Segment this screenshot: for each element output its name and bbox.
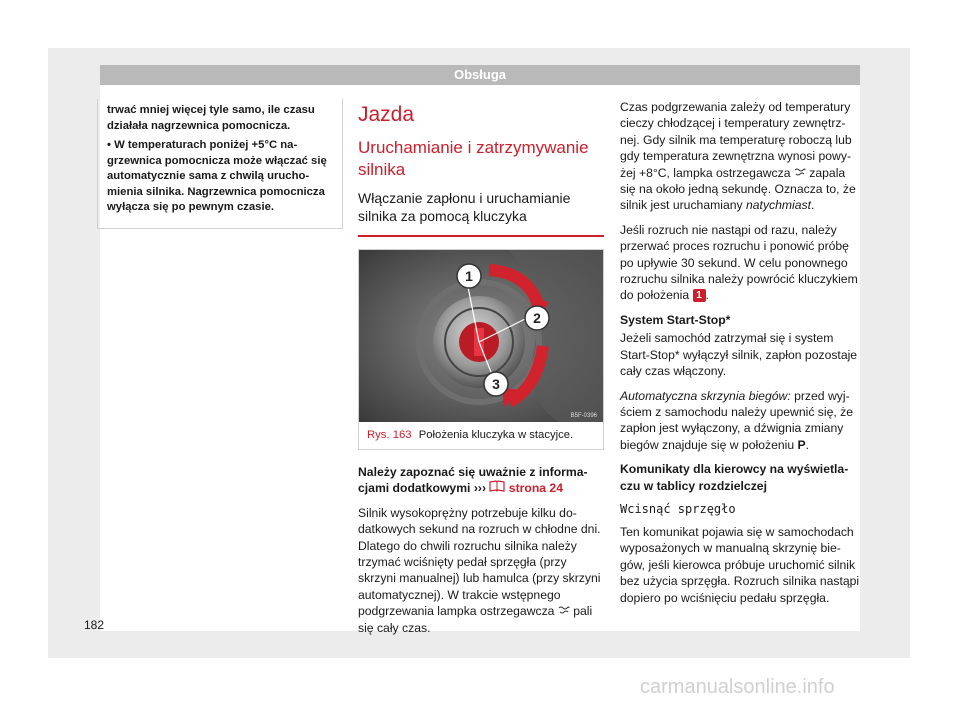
notice-arrows: ››› [473,481,487,496]
ignition-key-illustration [359,250,603,422]
restart-text: Jeśli rozruch nie nastąpi od razu, należy przerwać proces rozruchu i ponowić próbę po upływie 30 sekund. W celu ponownego rozruchu silnika należy powrócić kluczykiem do położenia [620,222,858,303]
watermark: carmanualsonline.info [640,676,835,698]
figure-caption-text: Położenia kluczyka w stacyjce. [418,429,574,441]
chapter-title: Jazda [358,103,415,126]
callout-1 [457,264,481,288]
column-left [97,99,343,229]
book-icon [489,481,508,495]
callout-2 [525,306,549,330]
column-middle [358,99,604,644]
startstop-heading: System Start-Stop* [620,312,731,327]
automatic-text-end: . [805,437,810,452]
automatic-gearbox-paragraph [620,388,860,454]
diesel-text: Silnik wysokoprężny potrzebuje kilku dodatkowych sekund na rozruch w chłodne dni. Dlatego do chwili rozruchu silnika należy trzymać wciśnięty pedał sprzęgła (przy skrzyni manualnej) lub hamulca (przy skrzyni automatycznej). W trakcie wstępnego podgrzewania lampka ostrzegawcza [358,505,601,619]
notice-paragraph [358,464,604,497]
automatic-label: Automatyczna skrzynia biegów: [620,388,791,403]
callout-3 [484,372,508,396]
figure-ignition-key [358,249,604,450]
figure-label: Rys. 163 [367,429,412,441]
svg-text:2: 2 [533,310,541,326]
glow-plug-icon [558,604,570,618]
preheat-text-b: zapala się na około jedną sekundę. Oznacza to, że silnik jest uruchamiany [620,165,856,213]
preheat-text-a: Czas podgrzewania zależy od temperatury cieczy chłodzącej i temperatury zewnętrznej. Gdy silnik ma temperaturę roboczą lub gdy temperatura zewnętrzna wynosi powyżej +8°C, lampka ostrzegawcza [620,100,852,180]
messages-heading: Komunikaty dla kierowcy na wyświetlaczu w tablicy rozdzielczej [620,462,849,493]
preheat-paragraph [620,99,860,214]
column-right [620,99,860,614]
position-badge: 1 [693,289,706,302]
diesel-text-end: pali się cały czas. [358,604,593,635]
startstop-paragraph: Jeżeli samochód zatrzymał się i system Start-Stop* wyłączył silnik, zapłon pozostaje cały czas włączony. [620,331,858,379]
subsection-title: Włączanie zapłonu i uruchamianie silnika za pomocą kluczyka [358,189,604,237]
svg-text:1: 1 [465,268,473,284]
restart-paragraph [620,222,860,304]
notice-text: Należy zapoznać się uważnie z informacjami dodatkowymi [358,465,588,496]
automatic-text: przed wyjściem z samochodu należy upewnić się, że zapłon jest wyłączony, a dźwignia zmiany biegów znajduje się w położeniu [620,388,854,452]
page-header: Obsługa [100,65,860,85]
preheat-text-d: . [811,198,815,213]
figure-code: B5F-0396 [570,413,597,419]
figure-caption [359,422,603,449]
glow-plug-icon [794,166,806,180]
notice-page-link[interactable]: strona 24 [508,481,563,496]
page-number: 182 [84,618,105,632]
preheat-text-italic: natychmiast [746,198,812,213]
section-title: Uruchamianie i zatrzymywanie silnika [358,138,589,179]
diesel-paragraph [358,505,604,636]
note-paragraph-1: trwać mniej więcej tyle samo, ile czasu działała nagrzewnica pomocnicza. [107,104,315,132]
restart-text-end: . [705,288,709,303]
auxiliary-heater-note [97,99,343,229]
clutch-message: Wcisnąć sprzęgło [620,501,736,516]
gear-position-p: P [797,437,806,452]
svg-text:3: 3 [492,376,500,392]
clutch-paragraph: Ten komunikat pojawia się w samochodach wyposażonych w manualną skrzynię biegów, jeśli kierowca próbuje uruchomić silnik bez użycia sprzęgła. Rozruch silnika nastąpi dopiero po wciśnięciu pedału sprzęgła. [620,524,860,605]
note-paragraph-2: • W temperaturach poniżej +5°C nagrzewnica pomocnicza może włączać się automatycznie sama z chwilą uruchomienia silnika. Nagrzewnica pomocnicza wyłącza się po pewnym czasie. [107,139,327,213]
